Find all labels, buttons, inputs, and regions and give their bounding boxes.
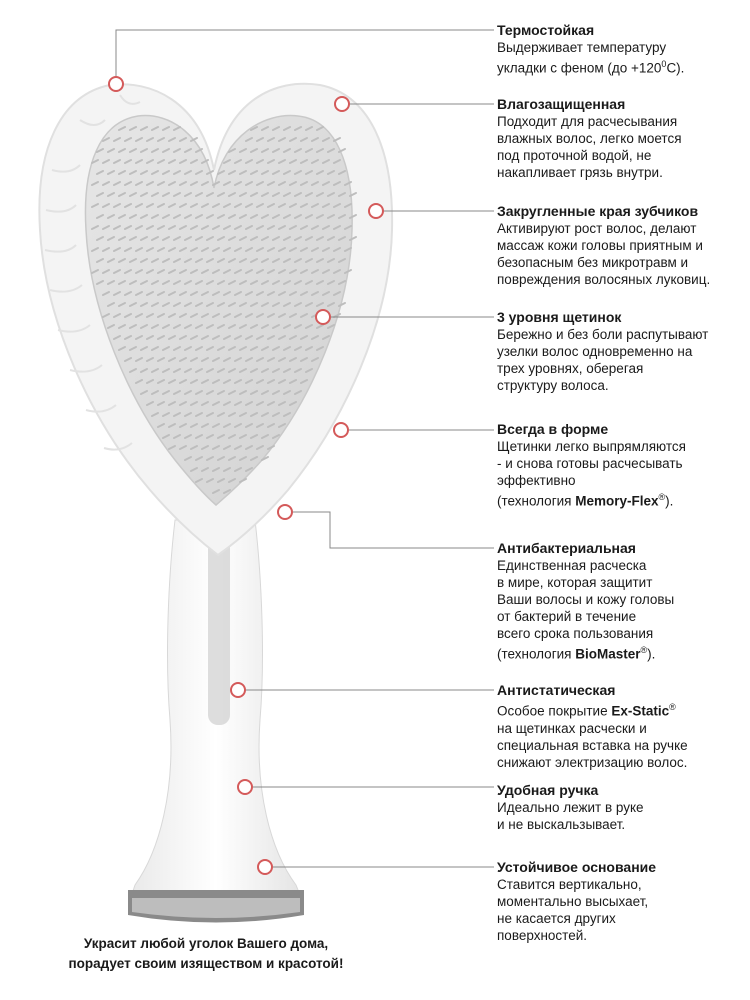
feature-title: Всегда в форме [497, 421, 609, 437]
feature-title: Антибактериальная [497, 540, 636, 556]
bottom-caption: Украсит любой уголок Вашего дома, порадует своим изяществом и красотой! [68, 936, 344, 971]
feature-description: Бережно и без боли распутывают узелки волос одновременно на трех уровнях, оберегая структуру волоса. [497, 327, 709, 393]
feature-antistatic [497, 682, 747, 771]
feature-title: Термостойкая [497, 22, 595, 38]
marker-4 [316, 310, 330, 324]
feature-description: Ставится вертикально, моментально высыхает, не касается других поверхностей. [497, 877, 649, 943]
feature-description: Особое покрытие Ex-Static® на щетинках расчески и специальная вставка на ручке снижают электризацию волос. [497, 702, 688, 770]
feature-antibacterial [497, 540, 747, 663]
feature-title: Устойчивое основание [497, 859, 657, 875]
feature-description: Идеально лежит в руке и не выскальзывает. [497, 800, 644, 832]
marker-8 [238, 780, 252, 794]
marker-7 [231, 683, 245, 697]
feature-title: Антистатическая [497, 682, 616, 698]
feature-description: Выдерживает температуру укладки с феном $(до +120^0С)$. [497, 40, 685, 76]
marker-9 [258, 860, 272, 874]
marker-6 [278, 505, 292, 519]
feature-description: Активируют рост волос, делают массаж кожи головы приятным и безопасным без микротравм и повреждения волосяных луковиц. [497, 221, 711, 287]
feature-three-levels [497, 309, 747, 394]
feature-title: Влагозащищенная [497, 96, 626, 112]
marker-3 [369, 204, 383, 218]
feature-description: Щетинки легко выпрямляются - и снова готовы расчесывать эффективно (технология Memory-Flex®). [497, 439, 686, 509]
marker-2 [335, 97, 349, 111]
marker-5 [334, 423, 348, 437]
feature-title: Удобная ручка [497, 782, 599, 798]
feature-description: Единственная расческа в мире, которая защитит Ваши волосы и кожу головы от бактерий в течение всего срока пользования (технология BioMaster®). [497, 558, 675, 662]
feature-water-resistant [497, 96, 747, 181]
feature-stable-base [497, 859, 747, 944]
feature-heat-resistant [497, 22, 747, 77]
feature-title: 3 уровня щетинок [497, 309, 622, 325]
feature-rounded-tips [497, 203, 747, 288]
feature-description: Подходит для расчесывания влажных волос, легко моется под проточной водой, не накапливает грязь внутри. [497, 114, 682, 180]
feature-always-in-shape [497, 421, 747, 510]
feature-comfortable-handle [497, 782, 747, 833]
marker-1 [109, 77, 123, 91]
feature-title: Закругленные края зубчиков [497, 203, 699, 219]
brush-base [132, 898, 300, 918]
